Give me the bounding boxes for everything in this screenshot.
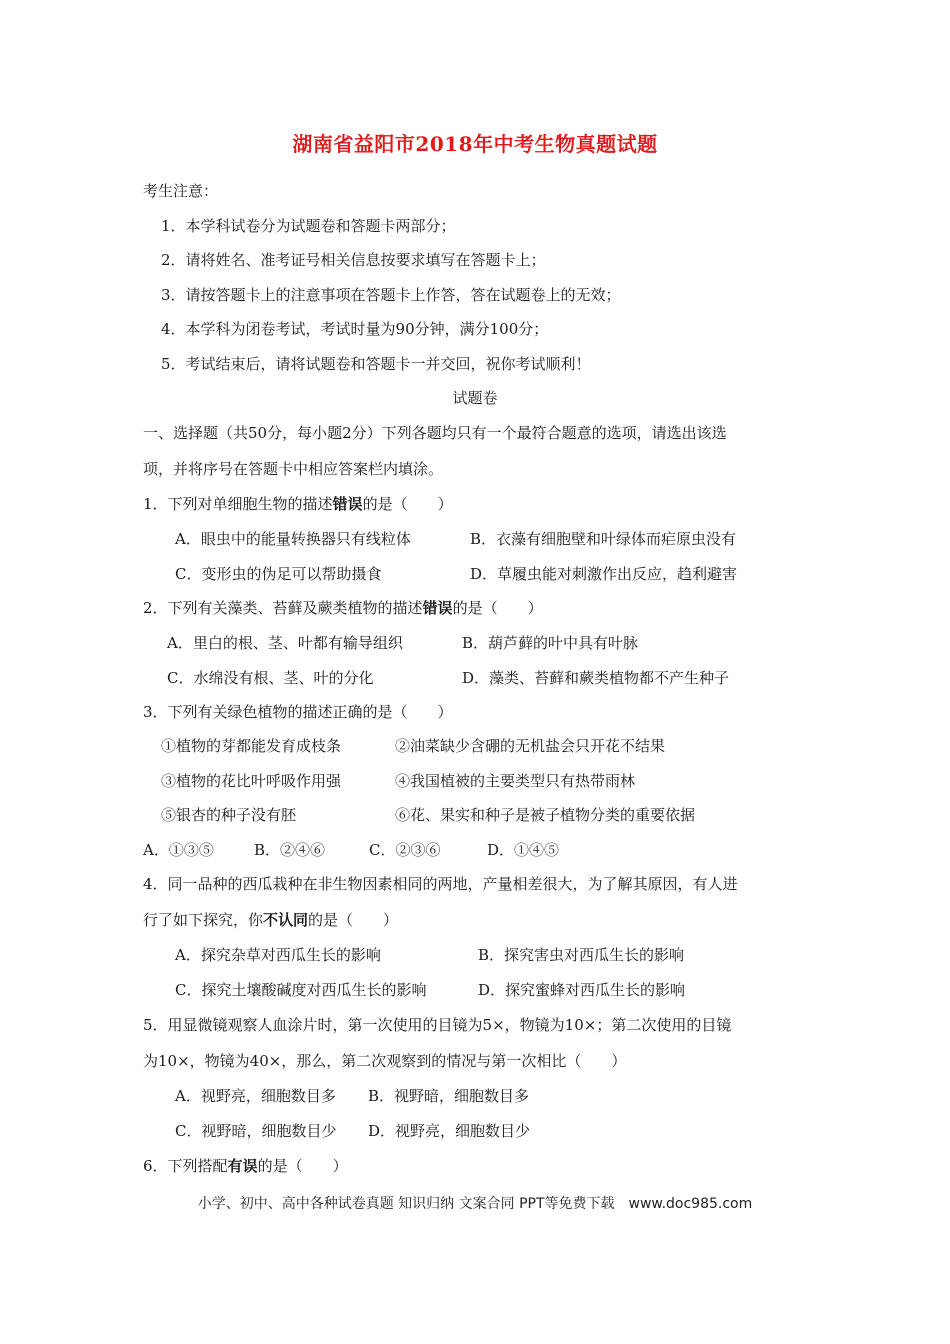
notice-item: 5．考试结束后，请将试题卷和答题卡一并交回，祝你考试顺利！ (161, 355, 591, 373)
option-a: A．眼虫中的能量转换器只有线粒体 (175, 530, 411, 548)
statement-6: ⑥花、果实和种子是被子植物分类的重要依据 (395, 806, 696, 824)
stem-text: 的是（ ） (257, 1157, 348, 1175)
stem-emphasis: 错误 (422, 599, 453, 617)
question-1-stem (143, 494, 453, 514)
question-4-stem: 4．同一品种的西瓜栽种在非生物因素相同的两地，产量相差很大，为了解其原因，有人进 (143, 875, 738, 893)
question-4-stem-cont (143, 910, 398, 930)
question-5-stem: 5．用显微镜观察人血涂片时，第一次使用的目镜为5×，物镜为10×；第二次使用的目镜 (143, 1016, 732, 1034)
stem-text: 的是（ ） (308, 911, 399, 929)
option-c: C．变形虫的伪足可以帮助摄食 (175, 565, 382, 583)
option-a: A．探究杂草对西瓜生长的影响 (175, 946, 381, 964)
option-b: B．②④⑥ (254, 841, 326, 859)
stem-text: 的是（ ） (362, 495, 453, 513)
question-3-stem: 3．下列有关绿色植物的描述正确的是（ ） (143, 703, 453, 721)
document-title: 湖南省益阳市2018年中考生物真题试题 (292, 132, 658, 156)
stem-text: 1．下列对单细胞生物的描述 (143, 495, 333, 513)
statement-1: ①植物的芽都能发育成枝条 (161, 737, 342, 755)
question-6-stem (143, 1156, 348, 1176)
option-c: C．探究土壤酸碱度对西瓜生长的影响 (175, 981, 427, 999)
option-a: A．视野亮，细胞数目多 (175, 1087, 336, 1105)
option-c: C．水绵没有根、茎、叶的分化 (167, 669, 374, 687)
option-d: D．藻类、苔藓和蕨类植物都不产生种子 (462, 669, 730, 687)
stem-text: 6．下列搭配 (143, 1157, 228, 1175)
stem-text: 行了如下探究，你 (143, 911, 264, 929)
notice-item: 2．请将姓名、准考证号相关信息按要求填写在答题卡上； (161, 251, 546, 269)
question-5-stem-cont: 为10×，物镜为40×，那么，第二次观察到的情况与第一次相比（ ） (143, 1052, 627, 1070)
statement-3: ③植物的花比叶呼吸作用强 (161, 772, 342, 790)
part-intro: 一、选择题（共50分，每小题2分）下列各题均只有一个最符合题意的选项，请选出该选 (143, 424, 727, 442)
stem-text: 的是（ ） (452, 599, 543, 617)
notice-item: 3．请按答题卡上的注意事项在答题卡上作答，答在试题卷上的无效； (161, 286, 621, 304)
statement-4: ④我国植被的主要类型只有热带雨林 (395, 772, 636, 790)
option-d: D．探究蜜蜂对西瓜生长的影响 (478, 981, 686, 999)
option-b: B．衣藻有细胞壁和叶绿体而疟原虫没有 (470, 530, 737, 548)
option-b: B．视野暗，细胞数目多 (368, 1087, 530, 1105)
stem-emphasis: 不认同 (263, 911, 309, 929)
stem-text: 2．下列有关藻类、苔藓及蕨类植物的描述 (143, 599, 423, 617)
option-d: D．视野亮，细胞数目少 (368, 1122, 531, 1140)
section-title: 试题卷 (452, 389, 498, 407)
option-c: C．视野暗，细胞数目少 (175, 1122, 337, 1140)
option-d: D．①④⑤ (487, 841, 560, 859)
notice-item: 1．本学科试卷分为试题卷和答题卡两部分； (161, 217, 456, 235)
option-b: B．探究害虫对西瓜生长的影响 (478, 946, 685, 964)
question-2-stem (143, 598, 543, 618)
option-c: C．②③⑥ (369, 841, 441, 859)
option-d: D．草履虫能对刺激作出反应，趋利避害 (470, 565, 738, 583)
stem-emphasis: 有误 (227, 1157, 258, 1175)
statement-2: ②油菜缺少含硼的无机盐会只开花不结果 (395, 737, 666, 755)
part-intro: 项，并将序号在答题卡中相应答案栏内填涂。 (143, 460, 444, 478)
statement-5: ⑤银杏的种子没有胚 (161, 806, 297, 824)
notice-heading: 考生注意： (143, 182, 219, 200)
page-footer: 小学、初中、高中各种试卷真题 知识归纳 文案合同 PPT等免费下载 www.doc985.com (197, 1196, 753, 1212)
option-b: B．葫芦藓的叶中具有叶脉 (462, 634, 639, 652)
option-a: A．里白的根、茎、叶都有输导组织 (167, 634, 403, 652)
option-a: A．①③⑤ (143, 841, 214, 859)
notice-item: 4．本学科为闭卷考试，考试时量为90分钟，满分100分； (161, 320, 549, 338)
stem-emphasis: 错误 (332, 495, 363, 513)
